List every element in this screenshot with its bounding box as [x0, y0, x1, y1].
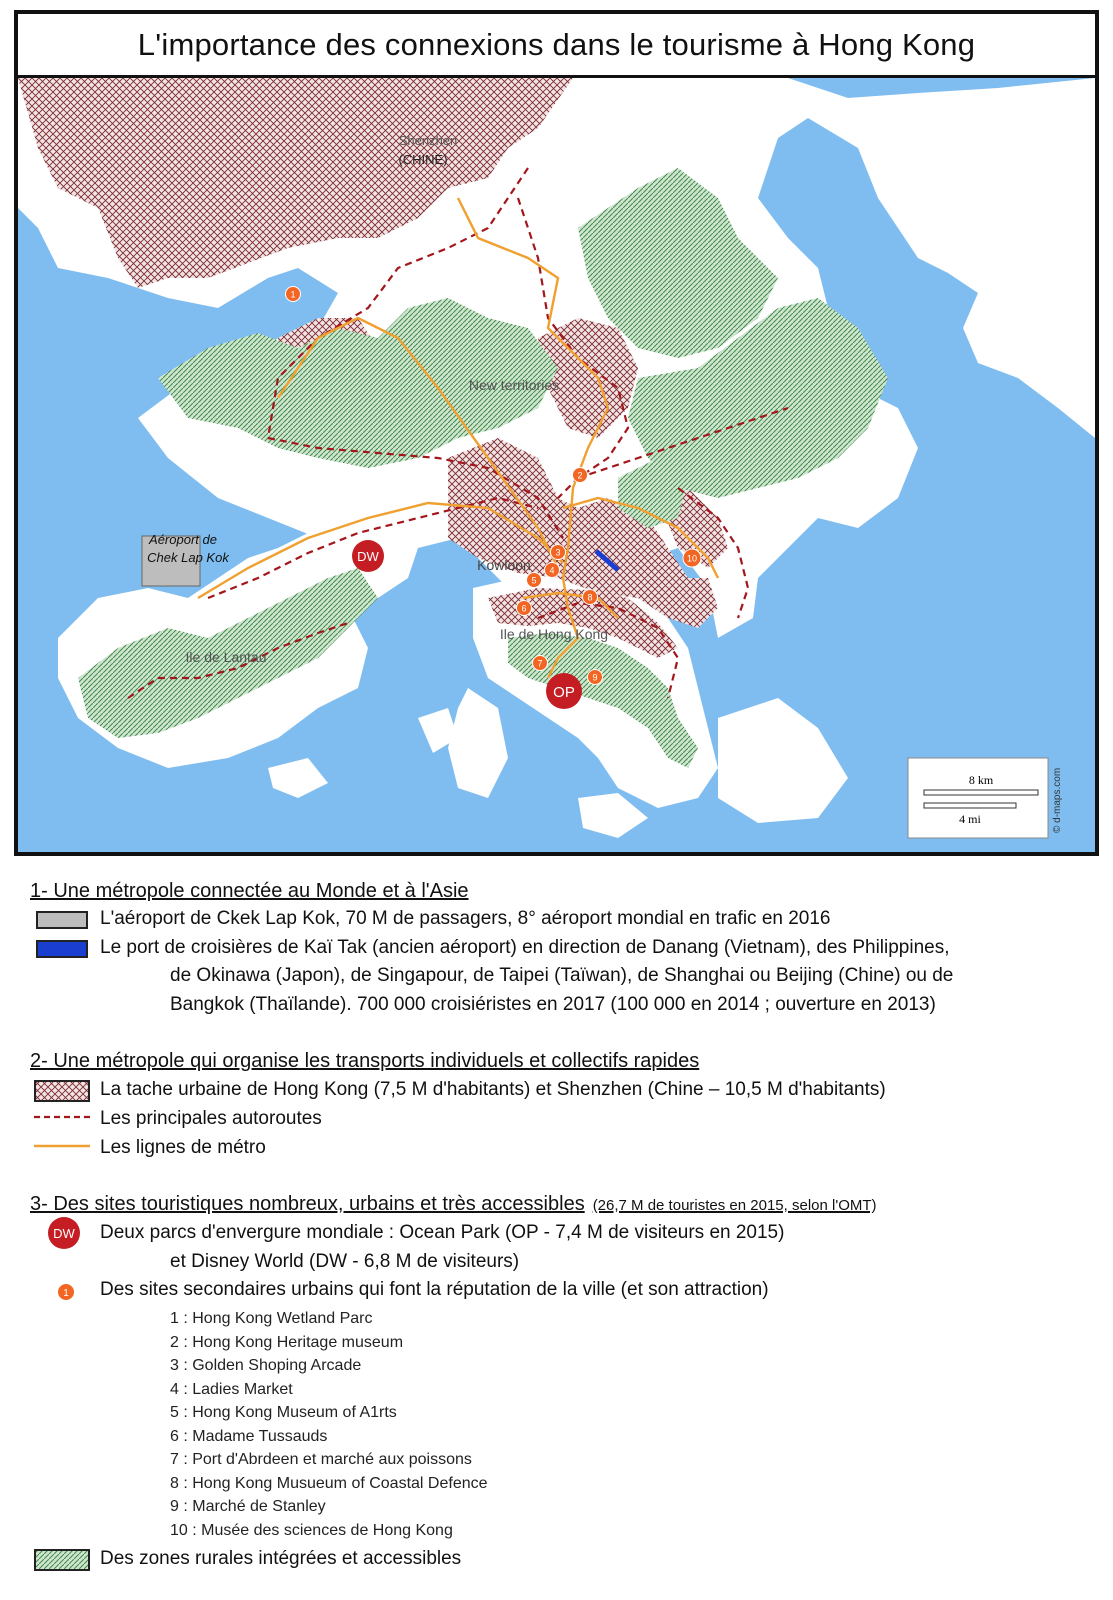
map-area [18, 78, 1095, 852]
park-dw-marker[interactable] [352, 540, 384, 572]
legend-sites-text: Des sites secondaires urbains qui font la réputation de la ville (et son attraction) [100, 1279, 769, 1300]
highway-swatch [34, 1109, 90, 1131]
urban-swatch [34, 1080, 90, 1102]
legend-highway-text: Les principales autoroutes [100, 1108, 322, 1129]
scale-box [908, 758, 1048, 838]
park-icon [46, 1216, 86, 1250]
legend-metro-text: Les lignes de métro [100, 1137, 266, 1158]
port-swatch [36, 940, 88, 958]
legend-port-text-1: Le port de croisières de Kaï Tak (ancien aéroport) en direction de Danang (Vietnam), des Philippines, [100, 937, 950, 958]
site-marker-label: 6 [521, 603, 527, 614]
scale-mi: 4 mi [959, 812, 981, 826]
park-op-marker[interactable] [546, 673, 582, 709]
scale-km: 8 km [968, 773, 994, 787]
site-marker-8[interactable] [583, 590, 598, 605]
site-marker-label: 1 [290, 289, 296, 300]
site-item-4: 4 : Ladies Market [170, 1381, 293, 1398]
site-marker-label: 3 [555, 547, 561, 558]
label-chine: (CHINE) [398, 152, 448, 167]
map-credit: © d-maps.com [1052, 767, 1063, 833]
park-op-label: OP [553, 684, 575, 701]
legend-port-text-2: de Okinawa (Japon), de Singapour, de Taipei (Taïwan), de Shanghai ou Beijing (Chine) ou de [170, 965, 954, 986]
legend-section-1-title: 1- Une métropole connectée au Monde et à l'Asie [30, 880, 469, 902]
site-marker-7[interactable] [533, 656, 548, 671]
airport-swatch [36, 911, 88, 929]
map-svg [18, 78, 1095, 852]
site-marker-5[interactable] [527, 573, 542, 588]
legend-section-3-note: (26,7 M de touristes en 2015, selon l'OMT) [592, 1197, 877, 1214]
site-item-5: 5 : Hong Kong Museum of A1rts [170, 1404, 397, 1421]
legend-urban-text: La tache urbaine de Hong Kong (7,5 M d'habitants) et Shenzhen (Chine – 10,5 M d'habitants) [100, 1079, 886, 1100]
park-dw-label: DW [357, 549, 379, 564]
label-airport-2: Chek Lap Kok [147, 550, 229, 565]
site-marker-label: 2 [577, 470, 583, 481]
map-frame [14, 10, 1099, 856]
legend-port-text-3: Bangkok (Thaïlande). 700 000 croisiéristes en 2017 (100 000 en 2014 ; ouverture en 2013) [170, 994, 936, 1015]
legend-airport-text: L'aéroport de Ckek Lap Kok, 70 M de passagers, 8° aéroport mondial en trafic en 2016 [100, 908, 831, 929]
scale-mi-bar [924, 803, 1016, 808]
label-lantau: Ile de Lantau [185, 649, 267, 665]
site-item-3: 3 : Golden Shoping Arcade [170, 1357, 362, 1374]
label-hk-island: Ile de Hong Kong [499, 626, 609, 642]
site-icon-label: 1 [63, 1288, 69, 1299]
site-marker-label: 7 [537, 658, 543, 669]
site-item-2: 2 : Hong Kong Heritage museum [170, 1334, 404, 1351]
site-item-10: 10 : Musée des sciences de Hong Kong [170, 1522, 453, 1539]
label-kowloon: Kowloon [477, 557, 531, 573]
site-item-7: 7 : Port d'Abrdeen et marché aux poissons [170, 1451, 472, 1468]
site-marker-label: 8 [587, 592, 593, 603]
site-marker-6[interactable] [517, 601, 532, 616]
site-item-9: 9 : Marché de Stanley [170, 1498, 326, 1515]
site-icon [54, 1281, 94, 1303]
site-marker-label: 10 [686, 553, 698, 564]
site-item-8: 8 : Hong Kong Musueum of Coastal Defence [170, 1475, 488, 1492]
site-marker-9[interactable] [588, 670, 603, 685]
scale-bar [908, 758, 1048, 838]
label-new-territories: New territories [468, 377, 560, 393]
legend-section-3-title [30, 1193, 877, 1216]
site-item-6: 6 : Madame Tussauds [170, 1428, 328, 1445]
legend-rural-text: Des zones rurales intégrées et accessibles [100, 1548, 462, 1569]
site-marker-4[interactable] [545, 563, 560, 578]
label-airport-1: Aéroport de [149, 532, 217, 547]
site-marker-label: 4 [549, 565, 555, 576]
scale-km-bar [924, 790, 1038, 795]
map-title: L'importance des connexions dans le tourisme à Hong Kong [18, 14, 1095, 78]
metro-swatch [34, 1138, 90, 1160]
site-marker-label: 9 [592, 672, 598, 683]
site-item-1: 1 : Hong Kong Wetland Parc [170, 1310, 373, 1327]
site-marker-10[interactable] [683, 549, 701, 567]
site-marker-2[interactable] [573, 468, 588, 483]
legend-section-3-heading: 3- Des sites touristiques nombreux, urbains et très accessibles [30, 1193, 585, 1215]
label-shenzhen: Shenzhen [398, 133, 458, 148]
legend-parks-text-2: et Disney World (DW - 6,8 M de visiteurs) [170, 1251, 520, 1272]
site-marker-3[interactable] [551, 545, 566, 560]
site-marker-1[interactable] [286, 287, 301, 302]
rural-swatch [34, 1549, 90, 1571]
site-marker-label: 5 [531, 575, 537, 586]
park-icon-label: DW [53, 1226, 75, 1241]
legend-parks-text-1: Deux parcs d'envergure mondiale : Ocean Park (OP - 7,4 M de visiteurs en 2015) [100, 1222, 785, 1243]
legend-section-2-title: 2- Une métropole qui organise les transports individuels et collectifs rapides [30, 1050, 700, 1072]
